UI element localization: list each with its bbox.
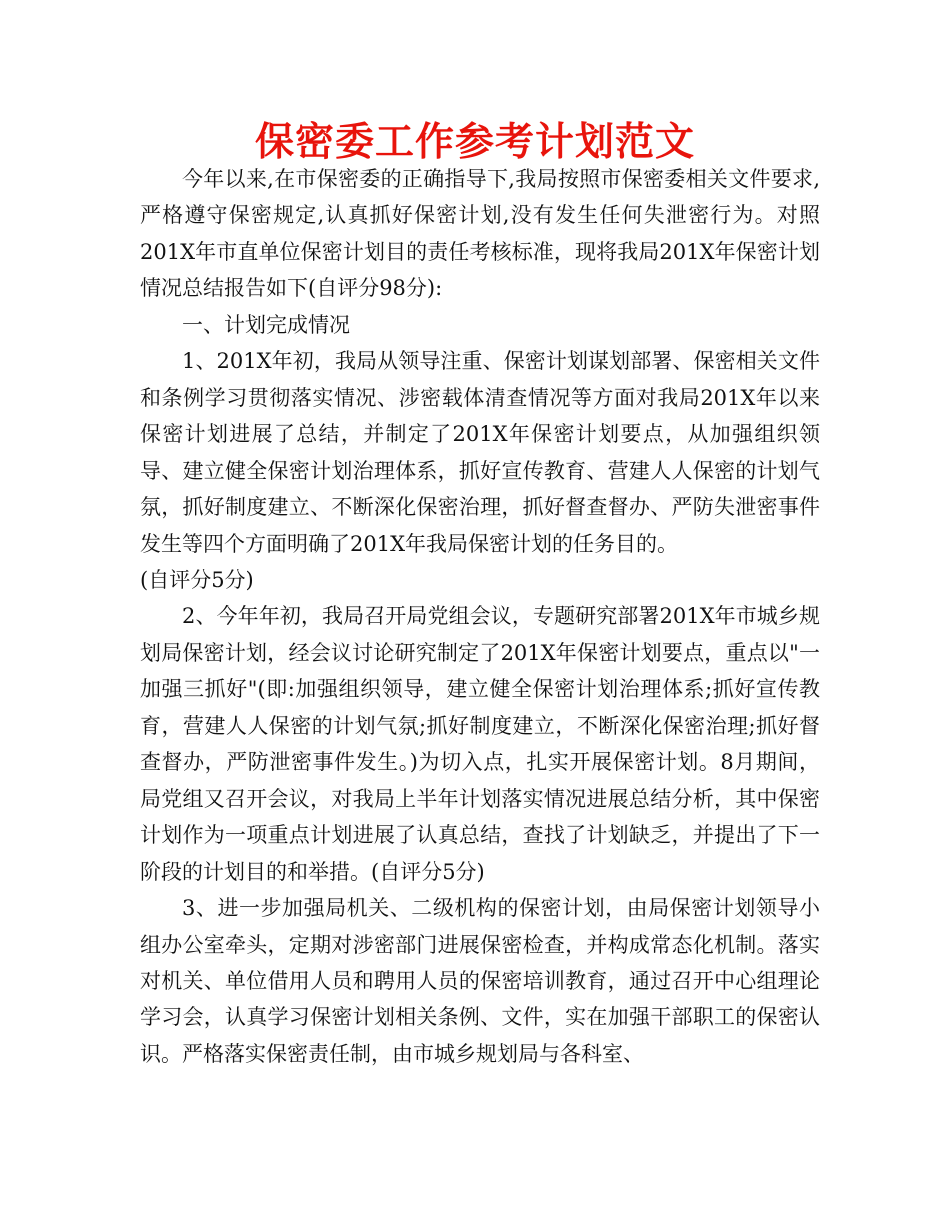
paragraph-item-3: 3、进一步加强局机关、二级机构的保密计划，由局保密计划领导小组办公室牵头，定期对涉密部门进展保密检查，并构成常态化机制。落实对机关、单位借用人员和聘用人员的保密培训教育，通过召开中心组理论学习会，认真学习保密计划相关条例、文件，实在加强干部职工的保密认识。严格落实保密责任制，由市城乡规划局与各科室、 — [140, 896, 820, 1066]
paragraph-intro: 今年以来,在市保密委的正确指导下,我局按照市保密委相关文件要求,严格遵守保密规定,认真抓好保密计划,没有发生任何失泄密行为。对照201X年市直单位保密计划目的责任考核标准，现将我局201X年保密计划情况总结报告如下(自评分98分): — [140, 167, 820, 301]
paragraph-item-1: 1、201X年初，我局从领导注重、保密计划谋划部署、保密相关文件和条例学习贯彻落实情况、涉密载体清查情况等方面对我局201X年以来保密计划进展了总结，并制定了201X年保密计划要点，从加强组织领导、建立健全保密计划治理体系，抓好宣传教育、营建人人保密的计划气氛，抓好制度建立、不断深化保密治理，抓好督查督办、严防失泄密事件发生等四个方面明确了201X年我局保密计划的任务目的。 — [140, 349, 820, 556]
document-body — [140, 161, 820, 1072]
section-heading: 一、计划完成情况 — [182, 312, 350, 337]
document-title: 保密委工作参考计划范文 — [254, 120, 695, 165]
paragraph-item-2: 2、今年年初，我局召开局党组会议，专题研究部署201X年市城乡规划局保密计划，经会议讨论研究制定了201X年保密计划要点，重点以"一加强三抓好"(即:加强组织领导，建立健全保密计划治理体系;抓好宣传教育，营建人人保密的计划气氛;抓好制度建立，不断深化保密治理;抓好督查督办，严防泄密事件发生。)为切入点，扎实开展保密计划。8月期间，局党组又召开会议，对我局上半年计划落实情况进展总结分析，其中保密计划作为一项重点计划进展了认真总结，查找了计划缺乏，并提出了下一阶段的计划目的和举措。(自评分5分) — [140, 604, 820, 884]
paragraph-score-note: (自评分5分) — [140, 567, 254, 592]
